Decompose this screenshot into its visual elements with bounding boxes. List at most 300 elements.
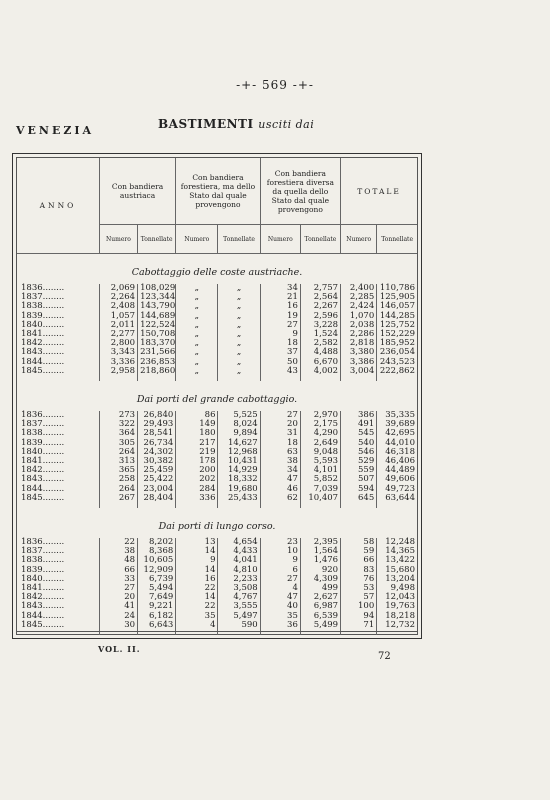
data-cell: 21 <box>260 293 300 302</box>
data-cell: „ <box>176 293 218 302</box>
data-cell: 43 <box>260 367 300 376</box>
data-cell: 264 <box>99 448 137 457</box>
table-row <box>17 566 417 575</box>
data-cell: 31 <box>260 429 300 438</box>
data-cell: 19 <box>260 312 300 321</box>
data-cell: 3,343 <box>99 348 137 357</box>
year-value: 1836 <box>21 410 43 421</box>
data-cell: 2,970 <box>300 411 340 420</box>
data-cell: 26,840 <box>138 411 176 420</box>
data-cell: 2,069 <box>99 284 137 293</box>
leader-dots: ........ <box>42 437 65 448</box>
title-bold: BASTIMENTI <box>158 117 254 131</box>
data-cell: 4 <box>260 584 300 593</box>
data-cell: 2,286 <box>341 330 377 339</box>
data-cell: 2,408 <box>99 302 137 311</box>
data-cell: „ <box>218 367 260 376</box>
data-cell: 110,786 <box>379 283 415 293</box>
data-cell: 2,264 <box>99 293 137 302</box>
year-value: 1841 <box>21 583 43 594</box>
year-value: 1843 <box>21 474 43 485</box>
table-row <box>17 538 417 547</box>
data-cell: 5,852 <box>300 475 340 484</box>
data-cell: 4,002 <box>300 367 340 376</box>
table-row <box>17 494 417 503</box>
leader-dots: ........ <box>42 347 65 358</box>
data-cell: 4,654 <box>218 538 260 547</box>
table-row <box>17 547 417 556</box>
data-cell: 2,011 <box>99 321 137 330</box>
data-cell: 15,680 <box>385 564 415 575</box>
data-cell: 202 <box>176 475 218 484</box>
data-cell: „ <box>176 348 218 357</box>
data-cell: 18,332 <box>218 475 260 484</box>
data-cell: „ <box>218 348 260 357</box>
data-cell: 63 <box>260 448 300 457</box>
data-cell: 2,267 <box>300 302 340 311</box>
data-cell: 25,422 <box>138 475 176 484</box>
subheader-numero: Numero <box>341 225 377 254</box>
data-cell: 4,041 <box>218 556 260 565</box>
data-cell: 47 <box>260 475 300 484</box>
data-cell: 364 <box>99 429 137 438</box>
leader-dots: ........ <box>42 356 65 367</box>
data-cell: 35 <box>260 612 300 621</box>
data-cell: 46,406 <box>385 456 415 467</box>
year-value: 1838 <box>21 301 43 312</box>
data-cell: 34 <box>260 284 300 293</box>
table-row <box>17 621 417 630</box>
data-cell: „ <box>218 330 260 339</box>
data-cell: „ <box>176 339 218 348</box>
data-cell: 26,734 <box>138 439 176 448</box>
data-cell: 14 <box>176 547 218 556</box>
year-value: 1844 <box>21 356 43 367</box>
data-cell: 14,929 <box>218 466 260 475</box>
data-cell: 2,400 <box>341 284 377 293</box>
leader-dots: ........ <box>42 301 65 312</box>
leader-dots: ........ <box>42 329 65 340</box>
data-cell: 12,968 <box>218 448 260 457</box>
leader-dots: ........ <box>42 365 65 376</box>
data-cell: 9,048 <box>300 448 340 457</box>
data-cell: 59 <box>341 547 377 556</box>
data-cell: 2,800 <box>99 339 137 348</box>
data-cell: 13,204 <box>385 573 415 584</box>
subheader-tonnellate: Tonnellate <box>300 225 340 254</box>
data-cell: 236,054 <box>379 347 415 358</box>
data-cell: 27 <box>260 575 300 584</box>
data-cell: 125,752 <box>379 319 415 330</box>
section-title: Dai porti del grande cabottaggio. <box>136 394 298 406</box>
data-cell: 27 <box>99 584 137 593</box>
header-col-totale: TOTALE <box>341 158 417 225</box>
leader-dots: ........ <box>42 564 65 575</box>
data-cell: „ <box>176 302 218 311</box>
data-cell: 66 <box>341 556 377 565</box>
year-value: 1843 <box>21 601 43 612</box>
leader-dots: ........ <box>42 474 65 485</box>
year-value: 1838 <box>21 555 43 566</box>
data-cell: 50 <box>260 358 300 367</box>
data-cell: 1,524 <box>300 330 340 339</box>
title-italic: usciti dai <box>258 118 315 131</box>
data-cell: „ <box>218 358 260 367</box>
data-cell: 219 <box>176 448 218 457</box>
data-cell: 14 <box>176 566 218 575</box>
subheader-tonnellate: Tonnellate <box>138 225 176 254</box>
data-cell: 48 <box>99 556 137 565</box>
data-cell: 62 <box>260 494 300 503</box>
data-cell: 27 <box>260 411 300 420</box>
data-cell: 83 <box>341 566 377 575</box>
data-cell: 34 <box>260 466 300 475</box>
data-cell: 6,987 <box>300 602 340 611</box>
data-cell: 9,498 <box>390 583 415 594</box>
data-cell: 28,404 <box>138 494 176 503</box>
subheader-tonnellate: Tonnellate <box>218 225 260 254</box>
table-row <box>17 466 417 475</box>
year-value: 1839 <box>21 437 43 448</box>
data-cell: 336 <box>176 494 218 503</box>
data-cell: 546 <box>341 448 377 457</box>
data-cell: 920 <box>300 566 340 575</box>
year-value: 1845 <box>21 492 43 503</box>
data-cell: 2,627 <box>300 593 340 602</box>
table-row <box>17 411 417 420</box>
data-cell: 365 <box>99 466 137 475</box>
section-table <box>17 411 417 508</box>
data-cell: 6,182 <box>138 612 176 621</box>
data-cell: 3,555 <box>218 602 260 611</box>
data-cell: 3,380 <box>341 348 377 357</box>
data-cell: 27 <box>260 321 300 330</box>
leader-dots: ........ <box>42 465 65 476</box>
subheader-tonnellate: Tonnellate <box>377 225 417 254</box>
data-cell: 18,218 <box>385 610 415 621</box>
data-cell: 4,433 <box>218 547 260 556</box>
data-cell: 16 <box>176 575 218 584</box>
data-cell: 2,285 <box>341 293 377 302</box>
data-cell: 46,318 <box>385 446 415 457</box>
data-cell: 53 <box>341 584 377 593</box>
signature-number: 72 <box>378 651 391 662</box>
data-cell: 35,335 <box>385 410 415 421</box>
data-cell: 44,010 <box>385 437 415 448</box>
leader-dots: ........ <box>42 319 65 330</box>
leader-dots: ........ <box>42 619 65 630</box>
data-cell: 49,606 <box>385 474 415 485</box>
data-cell: 57 <box>341 593 377 602</box>
data-cell: 10,431 <box>218 457 260 466</box>
leader-dots: ........ <box>42 492 65 503</box>
data-cell: 6 <box>260 566 300 575</box>
table-row <box>17 575 417 584</box>
year-value: 1844 <box>21 610 43 621</box>
year-value: 1837 <box>21 419 43 430</box>
data-cell: 47 <box>260 593 300 602</box>
data-cell: 180 <box>176 429 218 438</box>
data-cell: 125,905 <box>379 292 415 303</box>
data-cell: „ <box>218 302 260 311</box>
data-cell: 12,732 <box>385 619 415 630</box>
leader-dots: ........ <box>42 310 65 321</box>
data-cell: 10,407 <box>300 494 340 503</box>
data-cell: 8,202 <box>138 538 176 547</box>
data-cell: „ <box>176 367 218 376</box>
header-col-austriaca: Con bandiera austriaca <box>99 158 175 225</box>
data-cell: „ <box>176 321 218 330</box>
data-cell: 14,365 <box>385 546 415 557</box>
year-value: 1841 <box>21 456 43 467</box>
section-table <box>17 538 417 635</box>
data-cell: 1,070 <box>341 312 377 321</box>
data-cell: 386 <box>341 411 377 420</box>
subheader-numero: Numero <box>260 225 300 254</box>
data-cell: 185,952 <box>379 338 415 349</box>
data-cell: 2,649 <box>300 439 340 448</box>
data-cell: 4,488 <box>300 348 340 357</box>
data-cell: „ <box>218 284 260 293</box>
table-row <box>17 593 417 602</box>
data-cell: 13,422 <box>385 555 415 566</box>
table-row <box>17 556 417 565</box>
data-cell: 150,708 <box>138 330 176 339</box>
data-cell: 264 <box>99 485 137 494</box>
table-body <box>17 254 417 635</box>
data-cell: 217 <box>176 439 218 448</box>
data-cell: 46 <box>260 485 300 494</box>
data-cell: 37 <box>260 348 300 357</box>
data-cell: 4 <box>176 621 218 630</box>
data-cell: 559 <box>341 466 377 475</box>
data-cell: 144,285 <box>379 310 415 321</box>
data-cell: 2,175 <box>300 420 340 429</box>
data-cell: 7,649 <box>138 593 176 602</box>
data-cell: 22 <box>176 584 218 593</box>
year-value: 1840 <box>21 319 43 330</box>
data-cell: 9 <box>260 556 300 565</box>
year-value: 1841 <box>21 329 43 340</box>
data-cell: 24,302 <box>138 448 176 457</box>
leader-dots: ........ <box>42 583 65 594</box>
data-cell: 2,596 <box>300 312 340 321</box>
table-bottom-rule <box>17 631 417 632</box>
table-row <box>17 448 417 457</box>
data-cell: 9 <box>260 330 300 339</box>
data-cell: 20 <box>260 420 300 429</box>
data-cell: 146,057 <box>379 301 415 312</box>
data-cell: 143,790 <box>138 302 176 311</box>
leader-dots: ........ <box>42 483 65 494</box>
data-cell: „ <box>218 339 260 348</box>
leader-dots: ........ <box>42 292 65 303</box>
data-cell: 6,670 <box>300 358 340 367</box>
data-cell: 2,582 <box>300 339 340 348</box>
data-cell: 5,494 <box>138 584 176 593</box>
data-cell: 28,541 <box>138 429 176 438</box>
data-cell: 3,228 <box>300 321 340 330</box>
data-cell: 540 <box>341 439 377 448</box>
data-cell: 258 <box>99 475 137 484</box>
data-cell: 38 <box>260 457 300 466</box>
data-cell: 29,493 <box>138 420 176 429</box>
table-row <box>17 602 417 611</box>
data-cell: 33 <box>99 575 137 584</box>
year-value: 1837 <box>21 546 43 557</box>
data-cell: 491 <box>341 420 377 429</box>
header-anno: ANNO <box>17 158 99 254</box>
data-cell: 2,233 <box>218 575 260 584</box>
data-cell: 23 <box>260 538 300 547</box>
table-row <box>17 457 417 466</box>
data-cell: 8,024 <box>218 420 260 429</box>
data-cell: 49,723 <box>385 483 415 494</box>
data-cell: 10,605 <box>138 556 176 565</box>
data-cell: 2,395 <box>300 538 340 547</box>
year-value: 1839 <box>21 310 43 321</box>
year-cell <box>17 494 99 503</box>
data-cell: 36 <box>260 621 300 630</box>
subheader-numero: Numero <box>99 225 137 254</box>
data-cell: 3,004 <box>341 367 377 376</box>
data-cell: 2,277 <box>99 330 137 339</box>
data-cell: 13 <box>176 538 218 547</box>
data-cell: 183,370 <box>138 339 176 348</box>
data-cell: 5,497 <box>218 612 260 621</box>
data-cell: 71 <box>341 621 377 630</box>
leader-dots: ........ <box>42 610 65 621</box>
data-cell: 594 <box>341 485 377 494</box>
data-cell: 284 <box>176 485 218 494</box>
data-cell: 152,229 <box>379 329 415 340</box>
data-cell: 5,593 <box>300 457 340 466</box>
leader-dots: ........ <box>42 592 65 603</box>
data-cell: 200 <box>176 466 218 475</box>
data-cell: „ <box>218 293 260 302</box>
statistics-table <box>16 157 418 635</box>
table-row <box>17 429 417 438</box>
data-cell: 267 <box>99 494 137 503</box>
data-cell: 507 <box>341 475 377 484</box>
data-cell: 39,689 <box>385 419 415 430</box>
table-row <box>17 439 417 448</box>
leader-dots: ........ <box>42 446 65 457</box>
table-row <box>17 612 417 621</box>
data-cell: 3,508 <box>218 584 260 593</box>
data-cell: 22 <box>176 602 218 611</box>
data-cell: 41 <box>99 602 137 611</box>
data-cell: 4,309 <box>300 575 340 584</box>
data-cell: „ <box>218 321 260 330</box>
volume-label: VOL. II. <box>98 644 141 654</box>
leader-dots: ........ <box>42 419 65 430</box>
data-cell: 24 <box>99 612 137 621</box>
leader-dots: ........ <box>42 546 65 557</box>
leader-dots: ........ <box>42 428 65 439</box>
data-cell: 6,643 <box>138 621 176 630</box>
data-cell: 9,221 <box>138 602 176 611</box>
leader-dots: ........ <box>42 537 65 548</box>
data-cell: 18 <box>260 439 300 448</box>
year-value: 1842 <box>21 592 43 603</box>
data-cell: 2,757 <box>300 284 340 293</box>
data-cell: 38 <box>99 547 137 556</box>
data-cell: 2,818 <box>341 339 377 348</box>
year-value: 1842 <box>21 465 43 476</box>
data-cell: 322 <box>99 420 137 429</box>
data-cell: „ <box>176 312 218 321</box>
data-cell: 18 <box>260 339 300 348</box>
leader-dots: ........ <box>42 573 65 584</box>
table-row <box>17 367 417 376</box>
year-value: 1836 <box>21 537 43 548</box>
section-title: Cabottaggio delle coste austriache. <box>131 267 303 278</box>
data-cell: 231,566 <box>138 348 176 357</box>
data-cell: 4,767 <box>218 593 260 602</box>
data-cell: 108,029 <box>138 284 176 293</box>
leader-dots: ........ <box>42 338 65 349</box>
year-value: 1842 <box>21 338 43 349</box>
data-cell: 12,909 <box>138 566 176 575</box>
statistics-table-frame <box>12 153 422 639</box>
data-cell: 499 <box>300 584 340 593</box>
data-cell: 22 <box>99 538 137 547</box>
table-header <box>17 158 417 254</box>
data-cell: 2,564 <box>300 293 340 302</box>
data-cell: 44,489 <box>385 465 415 476</box>
year-cell <box>17 367 99 376</box>
data-cell: 4,290 <box>300 429 340 438</box>
data-cell: 58 <box>341 538 377 547</box>
leader-dots: ........ <box>42 410 65 421</box>
data-cell: 14,627 <box>218 439 260 448</box>
data-cell: 86 <box>176 411 218 420</box>
data-cell: 12,043 <box>385 592 415 603</box>
data-cell: 94 <box>341 612 377 621</box>
year-cell <box>17 621 99 630</box>
data-cell: 305 <box>99 439 137 448</box>
data-cell: 123,344 <box>138 293 176 302</box>
data-cell: 7,039 <box>300 485 340 494</box>
table-row <box>17 475 417 484</box>
leader-dots: ........ <box>42 555 65 566</box>
data-cell: 19,763 <box>385 601 415 612</box>
table-row <box>17 584 417 593</box>
year-value: 1839 <box>21 564 43 575</box>
data-cell: 35 <box>176 612 218 621</box>
table-row <box>17 420 417 429</box>
data-cell: „ <box>176 330 218 339</box>
data-cell: 144,689 <box>138 312 176 321</box>
year-value: 1845 <box>21 365 43 376</box>
year-value: 1844 <box>21 483 43 494</box>
data-cell: 4,810 <box>218 566 260 575</box>
leader-dots: ........ <box>42 456 65 467</box>
data-cell: 3,336 <box>99 358 137 367</box>
data-cell: 645 <box>341 494 377 503</box>
data-cell: 40 <box>260 602 300 611</box>
data-cell: 19,680 <box>218 485 260 494</box>
data-cell: 149 <box>176 420 218 429</box>
data-cell: 590 <box>218 621 260 630</box>
data-cell: 1,057 <box>99 312 137 321</box>
data-cell: 273 <box>99 411 137 420</box>
data-cell: „ <box>176 284 218 293</box>
data-cell: 3,386 <box>341 358 377 367</box>
data-cell: 2,424 <box>341 302 377 311</box>
left-heading: VENEZIA <box>16 124 95 137</box>
